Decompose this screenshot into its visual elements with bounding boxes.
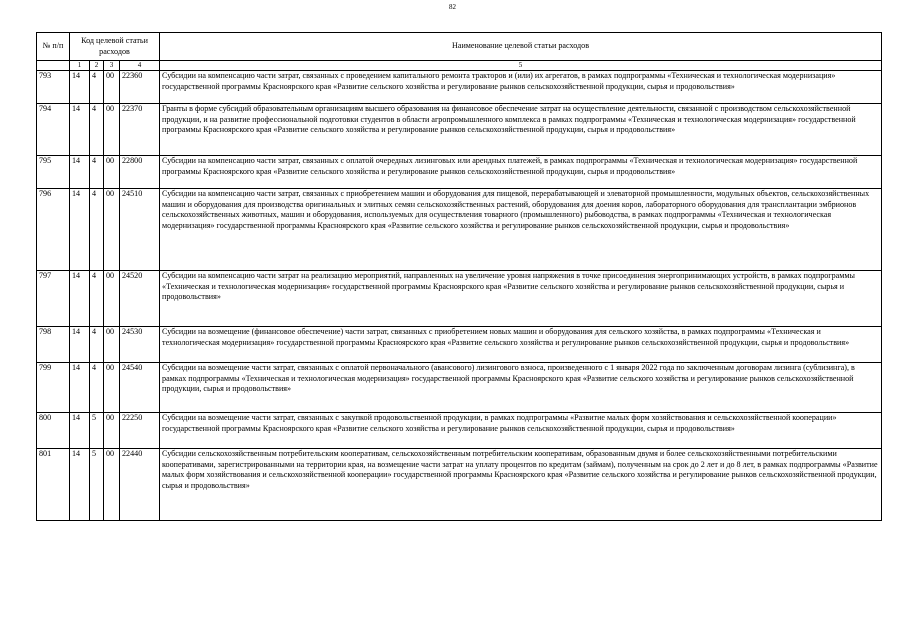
code-part-2: 4: [90, 71, 104, 104]
code-part-4: 22800: [120, 156, 160, 189]
code-part-3: 00: [104, 327, 120, 363]
code-part-1: 14: [70, 71, 90, 104]
expense-name: Субсидии на компенсацию части затрат, связанных с приобретением машин и оборудования для пищевой, перерабатывающей и элеваторной промышленности, модульных объектов, сельскохозяйственных машин и оборудования для производства оригинальных и элитных семян сельскохозяйственных растений, оборудования для доения коров, лабораторного оборудования для трансплантации эмбрионов сельскохозяйственных животных, машин и оборудования, используемых для осуществления товарного (промышленного) рыбоводства, в рамках подпрограммы «Техническая и технологическая модернизация» государственной программы Красноярского края «Развитие сельского хозяйства и регулирование рынков сельскохозяйственной продукции, сырья и продовольствия»: [160, 189, 882, 271]
column-number: 1: [70, 61, 90, 71]
code-part-3: 00: [104, 449, 120, 521]
expense-name: Субсидии сельскохозяйственным потребительским кооперативам, сельскохозяйственным потребительским кооперативам, образованным двумя и более сельскохозяйственными потребительскими кооперативами, зарегистрированными на территории края, на возмещение части затрат на уплату процентов по кредитам (займам), полученным на срок до 2 лет и до 8 лет, в рамках подпрограммы «Развитие малых форм хозяйствования и сельскохозяйственной кооперации» государственной программы Красноярского края «Развитие сельского хозяйства и регулирование рынков сельскохозяйственной продукции, сырья и продовольствия»: [160, 449, 882, 521]
table-row: [37, 156, 882, 189]
row-number: 796: [37, 189, 70, 271]
table-row: [37, 363, 882, 413]
code-part-3: 00: [104, 363, 120, 413]
code-part-2: 4: [90, 271, 104, 327]
row-number: 800: [37, 413, 70, 449]
code-part-3: 00: [104, 104, 120, 156]
row-number: 798: [37, 327, 70, 363]
code-part-2: 5: [90, 449, 104, 521]
table-row: [37, 104, 882, 156]
code-part-4: 22360: [120, 71, 160, 104]
column-number: 4: [120, 61, 160, 71]
code-part-1: 14: [70, 271, 90, 327]
code-part-3: 00: [104, 156, 120, 189]
row-number: 793: [37, 71, 70, 104]
expense-name: Субсидии на возмещение части затрат, связанных с оплатой первоначального (авансового) лизингового взноса, произведенного с 1 января 2022 года по заключенным договорам лизинга (сублизинга), в рамках подпрограммы «Техническая и технологическая модернизация» государственной программы Красноярского края «Развитие сельского хозяйства и регулирование рынков сельскохозяйственной продукции, сырья и продовольствия»: [160, 363, 882, 413]
code-part-1: 14: [70, 449, 90, 521]
code-part-4: 22250: [120, 413, 160, 449]
code-part-2: 4: [90, 189, 104, 271]
table-row: [37, 271, 882, 327]
expense-name: Субсидии на возмещение (финансовое обеспечение) части затрат, связанных с приобретением новых машин и оборудования для сельского хозяйства, в рамках подпрограммы «Техническая и технологическая модернизация» государственной программы Красноярского края «Развитие сельского хозяйства и регулирование рынков сельскохозяйственной продукции, сырья и продовольствия»: [160, 327, 882, 363]
code-part-4: 24540: [120, 363, 160, 413]
code-part-1: 14: [70, 156, 90, 189]
code-part-2: 4: [90, 363, 104, 413]
code-part-4: 24520: [120, 271, 160, 327]
column-number: 5: [160, 61, 882, 71]
code-part-1: 14: [70, 189, 90, 271]
code-part-1: 14: [70, 413, 90, 449]
code-part-3: 00: [104, 271, 120, 327]
row-number: 801: [37, 449, 70, 521]
expense-name: Субсидии на компенсацию части затрат, связанных с оплатой очередных лизинговых или арендных платежей, в рамках подпрограммы «Техническая и технологическая модернизация» государственной программы Красноярского края «Развитие сельского хозяйства и регулирование рынков сельскохозяйственной продукции, сырья и продовольствия»: [160, 156, 882, 189]
table-row: [37, 189, 882, 271]
target-expense-table: [36, 32, 882, 521]
code-part-4: 24530: [120, 327, 160, 363]
table-row: [37, 413, 882, 449]
code-part-1: 14: [70, 104, 90, 156]
table-row: [37, 71, 882, 104]
code-part-2: 5: [90, 413, 104, 449]
header-row-number: № п/п: [37, 33, 70, 61]
header-expense-code: Код целевой статьи расходов: [70, 33, 160, 61]
code-part-3: 00: [104, 189, 120, 271]
code-part-3: 00: [104, 71, 120, 104]
table-row: [37, 327, 882, 363]
code-part-4: 22440: [120, 449, 160, 521]
expense-name: Гранты в форме субсидий образовательным организациям высшего образования на финансовое обеспечение затрат на осуществление деятельности, связанной с производством сельскохозяйственной продукции, и на развитие профессиональной подготовки студентов в области агропромышленного комплекса в рамках подпрограммы «Техническая и технологическая модернизация» государственной программы Красноярского края «Развитие сельского хозяйства и регулирование рынков сельскохозяйственной продукции, сырья и продовольствия»: [160, 104, 882, 156]
table-row: [37, 449, 882, 521]
page-number: 82: [449, 3, 456, 11]
code-part-3: 00: [104, 413, 120, 449]
code-part-4: 22370: [120, 104, 160, 156]
column-number: 2: [90, 61, 104, 71]
code-part-2: 4: [90, 104, 104, 156]
code-part-2: 4: [90, 327, 104, 363]
expense-name: Субсидии на возмещение части затрат, связанных с закупкой продовольственной продукции, в рамках подпрограммы «Развитие малых форм хозяйствования и сельскохозяйственной кооперации» государственной программы Красноярского края «Развитие сельского хозяйства и регулирование рынков сельскохозяйственной продукции, сырья и продовольствия»: [160, 413, 882, 449]
expense-name: Субсидии на компенсацию части затрат, связанных с проведением капитального ремонта тракторов и (или) их агрегатов, в рамках подпрограммы «Техническая и технологическая модернизация» государственной программы Красноярского края «Развитие сельского хозяйства и регулирование рынков сельскохозяйственной продукции, сырья и продовольствия»: [160, 71, 882, 104]
row-number: 794: [37, 104, 70, 156]
code-part-2: 4: [90, 156, 104, 189]
header-expense-name: Наименование целевой статьи расходов: [160, 33, 882, 61]
column-number: 3: [104, 61, 120, 71]
expense-name: Субсидии на компенсацию части затрат на реализацию мероприятий, направленных на увеличение уровня напряжения в точке присоединения энергопринимающих устройств, в рамках подпрограммы «Техническая и технологическая модернизация» государственной программы Красноярского края «Развитие сельского хозяйства и регулирование рынков сельскохозяйственной продукции, сырья и продовольствия»: [160, 271, 882, 327]
row-number: 795: [37, 156, 70, 189]
code-part-4: 24510: [120, 189, 160, 271]
code-part-1: 14: [70, 327, 90, 363]
row-number: 797: [37, 271, 70, 327]
row-number: 799: [37, 363, 70, 413]
code-part-1: 14: [70, 363, 90, 413]
